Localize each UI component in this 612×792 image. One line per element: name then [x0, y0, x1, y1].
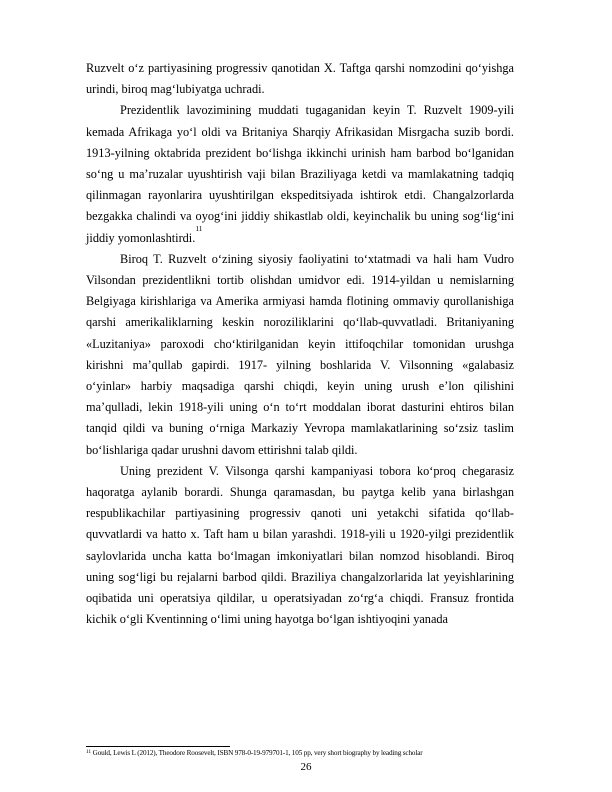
page-number: 26 [300, 761, 312, 773]
footnote [86, 748, 514, 758]
footnote-number: 11 [86, 749, 91, 755]
page-body [86, 58, 514, 630]
paragraph-2: Prezidentlik lavozimining muddati tugaganidan keyin T. Ruzvelt 1909-yili kemada Afrikaga yo‘l oldi va Britaniya Sharqiy Afrikasidan Misrgacha suzib bordi. 1913-yilning oktabrida prezident bo‘lishga ikkinchi urinish ham barbod bo‘lganidan so‘ng u ma’ruzalar uyushtirish vaji bilan Braziliyaga ketdi va mamlakatning tadqiq qilinmagan rayonlarira uyushtirilgan ekspeditsiyada ishtirok etdi. Changalzorlarda bezgakka chalindi va oyog‘ini jiddiy shikastlab oldi, keyinchalik bu uning sog‘lig‘ini jiddiy yomonlashtirdi.$^{11}$ [86, 103, 514, 245]
paragraph-4: Uning prezident V. Vilsonga qarshi kampaniyasi tobora ko‘proq chegarasiz haqoratga aylanib borardi. Shunga qaramasdan, bu paytga kelib yana birlashgan respublikachilar partiyasining progressiv qanoti uni yetakchi sifatida qo‘llab-quvvatlardi va hatto x. Taft ham u bilan yarashdi. 1918-yili u 1920-yilgi prezidentlik saylovlarida uncha katta bo‘lmagan imkoniyatlari bilan nomzod hisoblandi. Biroq uning sog‘ligi bu rejalarni barbod qildi. Braziliya changalzorlarida lat yeyishlarining oqibatida uni operatsiya qildilar, u operatsiyadan zo‘rg‘a chiqdi. Fransuz frontida kichik o‘gli Kventinning o‘limi uning hayotga bo‘lgan ishtiyoqini yanada [86, 463, 514, 627]
paragraph-3: Biroq T. Ruzvelt o‘zining siyosiy faoliyatini to‘xtatmadi va hali ham Vudro Vilsondan prezidentlikni tortib olishdan umidvor edi. 1914-yildan u nemislarning Belgiyaga kirishlariga va Amerika armiyasi hamda flotining ommaviy qurollanishiga qarshi amerikaliklarning keskin noroziliklarini qo‘llab-quvvatladi. Britaniyaning «Luzitaniya» paroxodi cho‘ktirilganidan keyin ittifoqchilar tomonidan urushga kirishni ma’qullab gapirdi. 1917- yilning boshlarida V. Vilsonning «galabasiz o‘yinlar» harbiy maqsadiga qarshi chiqdi, keyin uning urush e’lon qilishini ma’qulladi, lekin 1918-yili uning o‘n to‘rt moddalan iborat dasturini ehtiros bilan tanqid qildi va buning o‘rniga Markaziy Yevropa mamlakatlarining so‘zsiz taslim bo‘lishlariga qadar urushni davom ettirishni talab qildi. [86, 251, 514, 457]
footnote-text: Gould, Lewis L (2012), Theodore Roosevelt, ISBN 978-0-19-979701-1, 105 pp, very short biography by leading scholar [92, 749, 423, 757]
footnote-reference[interactable]: 11 [195, 223, 203, 233]
footnote-divider [86, 746, 230, 747]
paragraph-1: Ruzvelt o‘z partiyasining progressiv qanotidan X. Taftga qarshi nomzodini qo‘yishga urindi, biroq mag‘lubiyatga uchradi. [86, 61, 514, 97]
